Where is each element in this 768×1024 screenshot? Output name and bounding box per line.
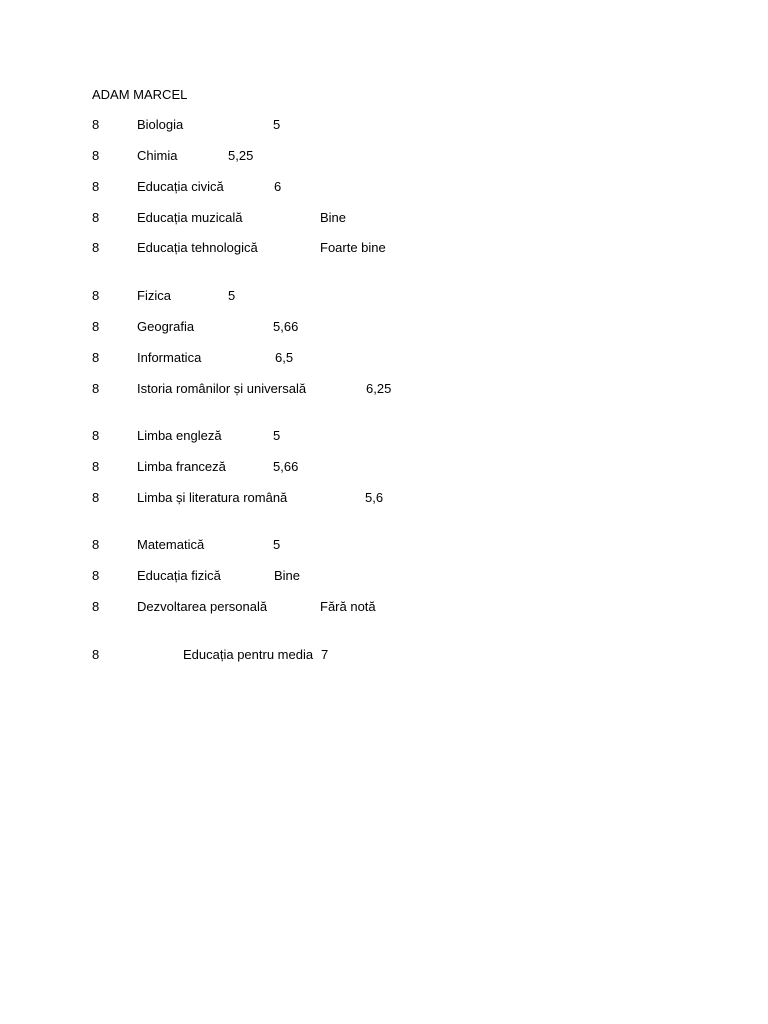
subject-name: Educația pentru media [183, 647, 314, 662]
grade-value: 5 [228, 288, 236, 303]
subject-name: Limba și literatura română [137, 490, 288, 505]
grade-row [0, 490, 768, 508]
grade-value: 5 [273, 428, 281, 443]
grade-value: Fără notă [320, 599, 376, 614]
grade-value: 5,66 [273, 459, 299, 474]
grade-value: 5,6 [365, 490, 384, 505]
grade-row [0, 350, 768, 368]
class-number: 8 [92, 490, 100, 505]
subject-name: Biologia [137, 117, 184, 132]
class-number: 8 [92, 350, 100, 365]
subject-name: Matematică [137, 537, 205, 552]
grade-value: 5 [273, 537, 281, 552]
class-number: 8 [92, 428, 100, 443]
class-number: 8 [92, 381, 100, 396]
subject-name: Chimia [137, 148, 178, 163]
subject-name: Istoria românilor și universală [137, 381, 307, 396]
grade-row [0, 459, 768, 477]
grade-row [0, 148, 768, 166]
class-number: 8 [92, 288, 100, 303]
subject-name: Fizica [137, 288, 171, 303]
grade-row [0, 117, 768, 135]
subject-name: Informatica [137, 350, 202, 365]
class-number: 8 [92, 568, 100, 583]
grade-row [0, 647, 768, 665]
subject-name: Geografia [137, 319, 195, 334]
grade-value: Foarte bine [320, 240, 386, 255]
grade-row [0, 179, 768, 197]
grade-row [0, 568, 768, 586]
grade-value: 5,25 [228, 148, 254, 163]
grade-row [0, 599, 768, 617]
grade-value: Bine [274, 568, 301, 583]
class-number: 8 [92, 319, 100, 334]
grade-value: 6,25 [366, 381, 392, 396]
subject-name: Educația fizică [137, 568, 221, 583]
grade-row [0, 381, 768, 399]
subject-name: Educația civică [137, 179, 224, 194]
class-number: 8 [92, 148, 100, 163]
class-number: 8 [92, 537, 100, 552]
grade-value: 6,5 [275, 350, 294, 365]
grade-row [0, 428, 768, 446]
grade-value: Bine [320, 210, 347, 225]
class-number: 8 [92, 459, 100, 474]
grade-row [0, 319, 768, 337]
grade-value: 5 [273, 117, 281, 132]
grade-row [0, 537, 768, 555]
subject-name: Dezvoltarea personală [137, 599, 268, 614]
subject-name: Limba engleză [137, 428, 222, 443]
grade-value: 5,66 [273, 319, 299, 334]
class-number: 8 [92, 210, 100, 225]
class-number: 8 [92, 179, 100, 194]
grade-row [0, 288, 768, 306]
subject-name: Limba franceză [137, 459, 226, 474]
subject-name: Educația tehnologică [137, 240, 258, 255]
class-number: 8 [92, 240, 100, 255]
grade-value: 7 [321, 647, 329, 662]
class-number: 8 [92, 599, 100, 614]
student-name: ADAM MARCEL [92, 87, 188, 102]
grade-value: 6 [274, 179, 282, 194]
grade-row [0, 210, 768, 228]
grade-row [0, 240, 768, 258]
class-number: 8 [92, 647, 100, 662]
subject-name: Educația muzicală [137, 210, 243, 225]
class-number: 8 [92, 117, 100, 132]
